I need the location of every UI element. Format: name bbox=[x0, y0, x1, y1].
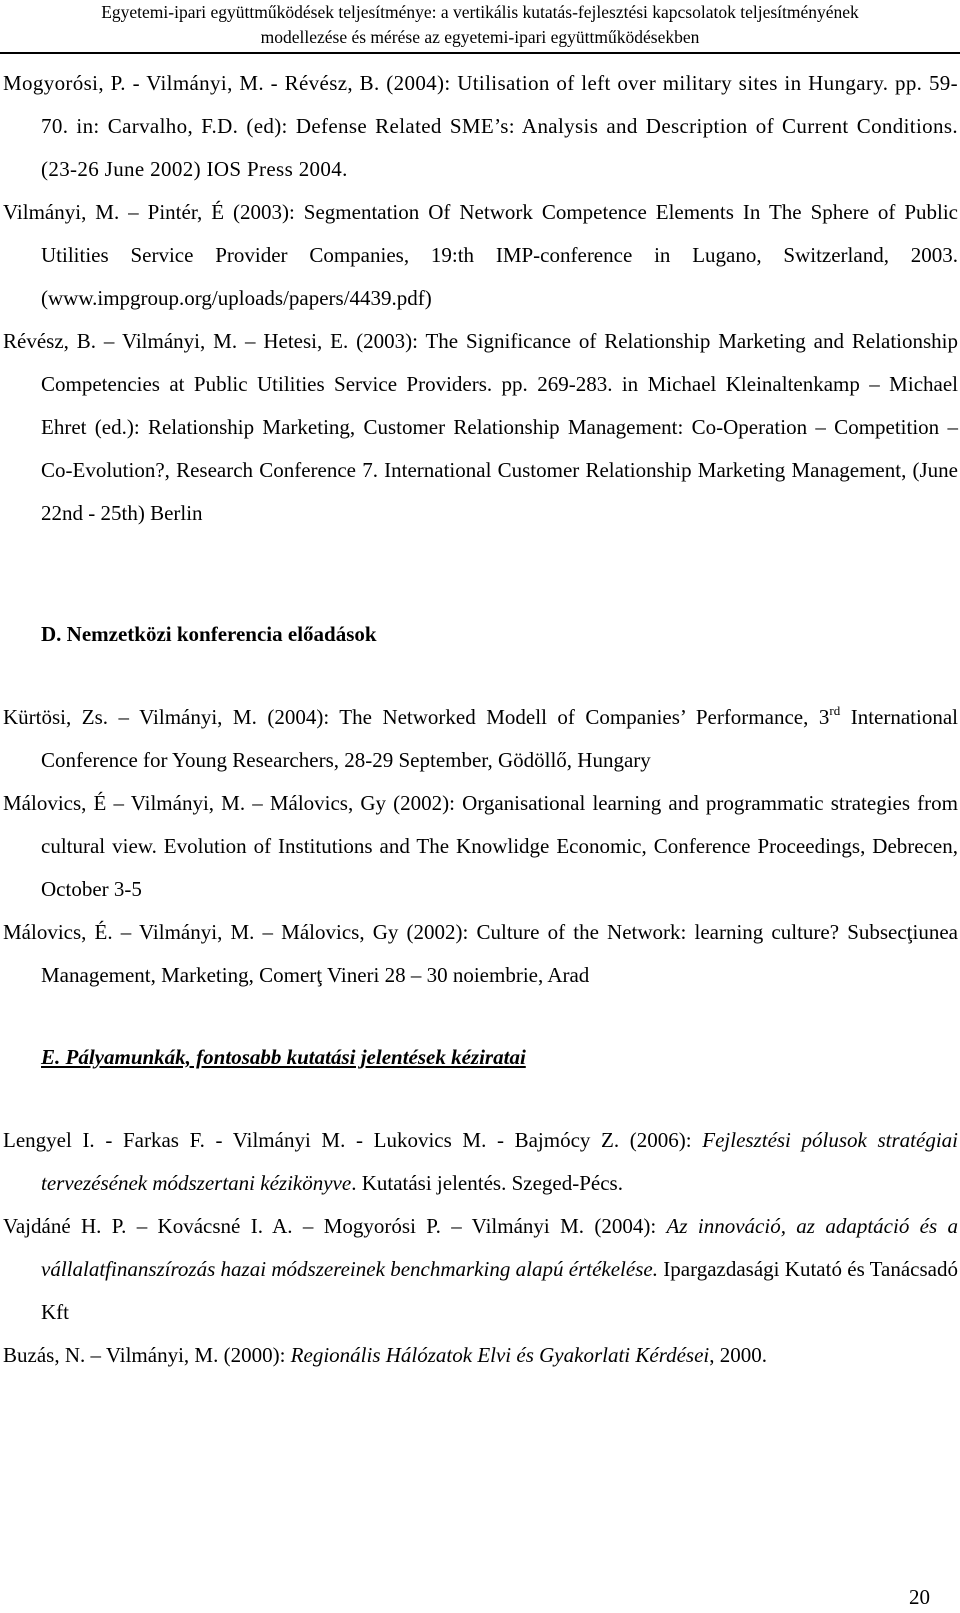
section-heading-d: D. Nemzetközi konferencia előadások bbox=[41, 622, 377, 646]
reference-text: Vajdáné H. P. – Kovácsné I. A. – Mogyorósi P. – Vilmányi M. (2004): bbox=[3, 1214, 667, 1238]
reference-entry: Vilmányi, M. – Pintér, É (2003): Segmentation Of Network Competence Elements In The Sphere of Public Utilities Service Provider Companies, 19:th IMP-conference in Lugano, Switzerland, 2003. (www.impgroup.org/uploads/papers/4439.pdf) bbox=[3, 200, 958, 310]
reference-text: Ipargazdasági Kutató és Tanácsadó Kft bbox=[41, 1257, 958, 1324]
reference-text: , 2000. bbox=[709, 1343, 767, 1367]
header-line-2: modellezése és mérése az egyetemi-ipari együttműködésekben bbox=[260, 27, 700, 47]
page-number: 20 bbox=[909, 1585, 930, 1609]
reference-entry: Málovics, É – Vilmányi, M. – Málovics, Gy (2002): Organisational learning and programmatic strategies from cultural view. Evolution of Institutions and The Knowlidge Economic, Conference Proceedings, Debrecen, October 3-5 bbox=[3, 791, 958, 901]
reference-list-conferences bbox=[3, 696, 958, 997]
reference-list-reports bbox=[3, 1119, 958, 1377]
superscript: rd bbox=[829, 703, 841, 718]
running-header bbox=[0, 0, 960, 54]
reference-entry bbox=[3, 696, 958, 782]
reference-text: . Kutatási jelentés. Szeged-Pécs. bbox=[351, 1171, 623, 1195]
reference-entry: Mogyorósi, P. - Vilmányi, M. - Révész, B. (2004): Utilisation of left over military sites in Hungary. pp. 59-70. in: Carvalho, F.D. (ed): Defense Related SME’s: Analysis and Description of Current Conditions. (23-26 June 2002) IOS Press 2004. bbox=[3, 71, 958, 181]
reference-list-continued bbox=[3, 62, 958, 535]
reference-entry: Révész, B. – Vilmányi, M. – Hetesi, E. (2003): The Significance of Relationship Marketing and Relationship Competencies at Public Utilities Service Providers. pp. 269-283. in Michael Kleinaltenkamp – Michael Ehret (ed.): Relationship Marketing, Customer Relationship Management: Co-Operation – Competition – Co-Evolution?, Research Conference 7. International Customer Relationship Marketing Management, (June 22nd - 25th) Berlin bbox=[3, 329, 958, 525]
reference-entry bbox=[3, 1205, 958, 1334]
reference-title: Fejlesztési pólusok stratégiai tervezésének módszertani kézikönyve bbox=[41, 1128, 959, 1195]
reference-entry bbox=[3, 1334, 958, 1377]
reference-text: International Conference for Young Researchers, 28-29 September, Gödöllő, Hungary bbox=[41, 705, 958, 772]
reference-text: Buzás, N. – Vilmányi, M. (2000): bbox=[3, 1343, 291, 1367]
header-line-1: Egyetemi-ipari együttműködések teljesítménye: a vertikális kutatás-fejlesztési kapcsolatok teljesítményének bbox=[101, 2, 859, 22]
reference-entry: Málovics, É. – Vilmányi, M. – Málovics, Gy (2002): Culture of the Network: learning culture? Subsecţiunea Management, Marketing, Comerţ Vineri 28 – 30 noiembrie, Arad bbox=[3, 920, 958, 987]
reference-text: Kürtösi, Zs. – Vilmányi, M. (2004): The Networked Modell of Companies’ Performance, 3 bbox=[3, 705, 830, 729]
reference-title: Regionális Hálózatok Elvi és Gyakorlati Kérdései bbox=[290, 1343, 710, 1367]
section-heading-e: E. Pályamunkák, fontosabb kutatási jelentések kéziratai bbox=[41, 1045, 526, 1069]
reference-entry bbox=[3, 1119, 958, 1205]
reference-text: Lengyel I. - Farkas F. - Vilmányi M. - Lukovics M. - Bajmócy Z. (2006): bbox=[3, 1128, 703, 1152]
reference-title: Az innováció, az adaptáció és a vállalatfinanszírozás hazai módszereinek benchmarking alapú értékelése. bbox=[41, 1214, 959, 1281]
